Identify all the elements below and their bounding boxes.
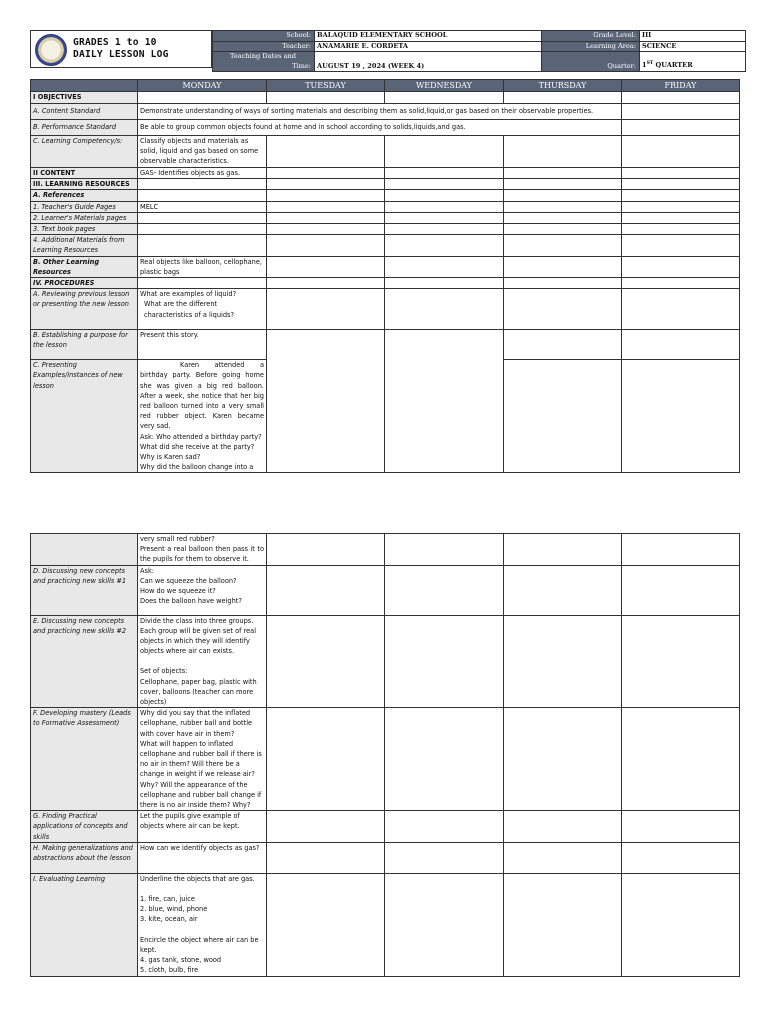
- cell: [385, 256, 504, 277]
- practical-applications-label: G. Finding Practical applications of concepts and skills: [31, 811, 138, 843]
- textbook-pages-label: 3. Text book pages: [31, 224, 138, 235]
- cell: [385, 708, 504, 811]
- cell: [267, 179, 385, 190]
- cell: [385, 190, 504, 201]
- cell: [504, 212, 622, 223]
- cell: [138, 212, 267, 223]
- cell: [504, 534, 622, 566]
- discussing-concepts-1-label: D. Discussing new concepts and practicing new skills #1: [31, 565, 138, 615]
- evaluation-line: 4. gas tank, stone, wood: [140, 956, 222, 965]
- cell: [504, 190, 622, 201]
- cell: [385, 212, 504, 223]
- additional-materials-label: 4. Additional Materials from Learning Resources: [31, 235, 138, 256]
- discussing-concepts-2-label: E. Discussing new concepts and practicing new skills #2: [31, 615, 138, 708]
- title-line-2: DAILY LESSON LOG: [73, 49, 169, 60]
- lesson-log-table-page-2: [30, 533, 740, 977]
- cell: [385, 278, 504, 289]
- cell: [385, 179, 504, 190]
- discussion-line: Can we squeeze the balloon?: [140, 576, 237, 585]
- cell: [267, 212, 385, 223]
- evaluation-line: 5. cloth, bulb, fire: [140, 966, 199, 975]
- grade-level-label: Grade Level:: [542, 31, 640, 42]
- performance-standard-label: B. Performance Standard: [31, 120, 138, 136]
- teacher-value: ANAMARIE E. CORDETA: [315, 41, 542, 52]
- story-question: What did she receive at the party?: [140, 442, 255, 451]
- cell: [622, 136, 740, 168]
- cell: [622, 360, 740, 473]
- cell: [622, 534, 740, 566]
- story-question: Why is Karen sad?: [140, 453, 201, 462]
- cell: [504, 330, 622, 360]
- teacher-label: Teacher:: [213, 41, 315, 52]
- cell: [622, 615, 740, 708]
- cell: [622, 278, 740, 289]
- continued-text: [138, 534, 267, 566]
- cell: [138, 179, 267, 190]
- activity-line: Cellophane, paper bag, plastic with cover, balloons (teacher can more objects): [140, 677, 257, 707]
- cell: [385, 330, 504, 473]
- story-question: Ask: Who attended a birthday party?: [140, 432, 262, 441]
- cell: [138, 235, 267, 256]
- teachers-guide-label: 1. Teacher's Guide Pages: [31, 201, 138, 212]
- evaluation-line: Underline the objects that are gas.: [140, 874, 255, 883]
- evaluation-line: 3. kite, ocean, air: [140, 915, 198, 924]
- developing-mastery-label: F. Developing mastery (Leads to Formative Assessment): [31, 708, 138, 811]
- learners-materials-label: 2. Learner's Materials pages: [31, 212, 138, 223]
- mastery-line: What will happen to inflated cellophane and rubber ball if there is no air in them? Will there be a change in weight if we release air? Why? Will the appearance of the cellophane and rubber ball change if there is no air inside them? Why?: [140, 739, 262, 810]
- discussing-concepts-2-text: [138, 615, 267, 708]
- content-standard-label: A. Content Standard: [31, 104, 138, 120]
- cell: [267, 534, 385, 566]
- performance-standard-text: Be able to group common objects found at home and in school according to solids,liquids,and gas.: [138, 120, 622, 136]
- cell: [267, 289, 385, 330]
- cell: [385, 289, 504, 330]
- activity-line: Set of objects:: [140, 667, 188, 676]
- content-label: II CONTENT: [31, 168, 138, 179]
- other-resources-label: B. Other Learning Resources: [31, 256, 138, 277]
- day-header-friday: FRIDAY: [622, 80, 740, 92]
- cell: [267, 190, 385, 201]
- cell: [385, 224, 504, 235]
- review-line: What are the different characteristics of a liquids?: [144, 300, 234, 319]
- cell: [138, 224, 267, 235]
- other-resources-text: Real objects like balloon, cellophane, plastic bags: [138, 256, 267, 277]
- cell: [622, 256, 740, 277]
- quarter-label: [542, 52, 640, 72]
- quarter-label-text: Quarter:: [607, 61, 636, 70]
- discussing-concepts-1-text: [138, 565, 267, 615]
- practical-applications-text: Let the pupils give example of objects where air can be kept.: [138, 811, 267, 843]
- cell: [504, 168, 622, 179]
- cell: [504, 289, 622, 330]
- spacer: [140, 884, 264, 894]
- day-header-thursday: THURSDAY: [504, 80, 622, 92]
- title-line-1: GRADES 1 to 10: [73, 37, 157, 48]
- evaluating-learning-label: I. Evaluating Learning: [31, 873, 138, 976]
- cell: [385, 201, 504, 212]
- activity-line: Divide the class into three groups. Each group will be given set of real objects in which they will identify objects where air can exists.: [140, 616, 257, 656]
- cell: [138, 278, 267, 289]
- cell: [138, 190, 267, 201]
- cell: [622, 708, 740, 811]
- cell: [622, 190, 740, 201]
- teaching-dates-text: AUGUST 19 , 2024 (WEEK 4): [317, 61, 425, 70]
- cell: [267, 708, 385, 811]
- cell: [622, 235, 740, 256]
- content-text: GAS- Identifies objects as gas.: [138, 168, 267, 179]
- grade-level-value: III: [640, 31, 746, 42]
- cell: [385, 873, 504, 976]
- cell: [504, 224, 622, 235]
- cell: [504, 708, 622, 811]
- school-value: BALAQUID ELEMENTARY SCHOOL: [315, 31, 542, 42]
- cell: [267, 811, 385, 843]
- cell: [385, 615, 504, 708]
- cell: [267, 224, 385, 235]
- spacer: [140, 656, 264, 666]
- cell: [385, 842, 504, 873]
- cell: [267, 168, 385, 179]
- cell: [622, 212, 740, 223]
- cell: [504, 360, 622, 473]
- story-paragraph: Karen attended a birthday party. Before going home she was given a big red balloon. After a week, she notice that her big red balloon turned into a very small red rubber object. Karen became very sad.: [140, 361, 264, 431]
- establishing-purpose-label: B. Establishing a purpose for the lesson: [31, 330, 138, 360]
- cell: [267, 873, 385, 976]
- cell: [504, 136, 622, 168]
- cell: [622, 873, 740, 976]
- mastery-line: Why did you say that the inflated cellophane, rubber ball and bottle with cover have air in them?: [140, 709, 253, 738]
- cell: [267, 615, 385, 708]
- cell: [267, 256, 385, 277]
- corner-cell: [31, 80, 138, 92]
- cell: [385, 92, 504, 104]
- discussion-line: How do we squeeze it?: [140, 587, 216, 596]
- review-line: What are examples of liquid?: [140, 290, 237, 299]
- cell: [622, 120, 740, 136]
- quarter-word: QUARTER: [653, 61, 693, 70]
- continued-line: Present a real balloon then pass it to the pupils for them to observe it.: [140, 545, 264, 564]
- evaluation-line: 1. fire, can, juice: [140, 895, 195, 904]
- evaluating-learning-text: [138, 873, 267, 976]
- cell: [504, 842, 622, 873]
- cell: [267, 278, 385, 289]
- lesson-log-table-page-1: [30, 79, 740, 473]
- teaching-dates-label: [213, 52, 315, 72]
- learning-resources-label: III. LEARNING RESOURCES: [31, 179, 138, 190]
- cell: [622, 92, 740, 104]
- presenting-examples-label: C. Presenting Examples/instances of new lesson: [31, 360, 138, 473]
- references-label: A. References: [31, 190, 138, 201]
- cell: [504, 565, 622, 615]
- generalizations-label: H. Making generalizations and abstractions about the lesson: [31, 842, 138, 873]
- learning-competency-label: C. Learning Competency/s:: [31, 136, 138, 168]
- cell: [385, 136, 504, 168]
- cell: [267, 330, 385, 473]
- cell: [385, 235, 504, 256]
- day-header-tuesday: TUESDAY: [267, 80, 385, 92]
- cell: [622, 201, 740, 212]
- establishing-purpose-text: Present this story.: [138, 330, 267, 360]
- evaluation-line: 2. blue, wind, phone: [140, 905, 208, 914]
- quarter-number: 1: [642, 61, 647, 70]
- continued-label: [31, 534, 138, 566]
- cell: [622, 842, 740, 873]
- cell: [267, 201, 385, 212]
- teaching-dates-value: [315, 52, 542, 72]
- cell: [267, 565, 385, 615]
- cell: [622, 811, 740, 843]
- continued-line: very small red rubber?: [140, 535, 215, 543]
- teaching-dates-label-line-2: Time:: [292, 61, 311, 70]
- presenting-examples-text: [138, 360, 267, 473]
- discussion-line: Ask:: [140, 566, 154, 575]
- cell: [385, 565, 504, 615]
- discussion-line: Does the balloon have weight?: [140, 597, 242, 606]
- cell: [504, 278, 622, 289]
- cell: [504, 179, 622, 190]
- day-header-wednesday: WEDNESDAY: [385, 80, 504, 92]
- cell: [504, 235, 622, 256]
- reviewing-lesson-text: [138, 289, 267, 330]
- teaching-dates-label-line-1: Teaching Dates and: [230, 52, 296, 60]
- cell: [504, 811, 622, 843]
- cell: [504, 873, 622, 976]
- story-question: Why did the balloon change into a: [140, 463, 254, 472]
- learning-area-label: Learning Area:: [542, 41, 640, 52]
- teachers-guide-text: MELC: [138, 201, 267, 212]
- cell: [385, 534, 504, 566]
- cell: [622, 168, 740, 179]
- content-standard-text: Demonstrate understanding of ways of sorting materials and describing them as solid,liquid,or gas based on their observable properties.: [138, 104, 622, 120]
- developing-mastery-text: [138, 708, 267, 811]
- evaluation-line: Encircle the object where air can be kept.: [140, 935, 259, 954]
- cell: [622, 104, 740, 120]
- reviewing-lesson-label: A. Reviewing previous lesson or presenting the new lesson: [31, 289, 138, 330]
- generalizations-text: How can we identify objects as gas?: [138, 842, 267, 873]
- cell: [622, 330, 740, 360]
- cell: [504, 615, 622, 708]
- cell: [267, 136, 385, 168]
- objectives-label: I OBJECTIVES: [31, 92, 138, 104]
- cell: [504, 256, 622, 277]
- cell: [267, 842, 385, 873]
- header-title-box: [30, 30, 212, 68]
- cell: [504, 201, 622, 212]
- deped-seal-icon: [35, 34, 67, 66]
- header-info-table: [212, 30, 746, 72]
- cell: [138, 92, 267, 104]
- cell: [385, 168, 504, 179]
- procedures-label: IV. PROCEDURES: [31, 278, 138, 289]
- learning-competency-text: Classify objects and materials as solid, liquid and gas based on some observable characteristics.: [138, 136, 267, 168]
- cell: [622, 289, 740, 330]
- cell: [504, 92, 622, 104]
- cell: [267, 235, 385, 256]
- cell: [267, 92, 385, 104]
- school-label: School:: [213, 31, 315, 42]
- cell: [385, 811, 504, 843]
- cell: [622, 179, 740, 190]
- spacer: [140, 925, 264, 935]
- day-header-monday: MONDAY: [138, 80, 267, 92]
- quarter-suffix: ST: [646, 61, 654, 67]
- cell: [622, 224, 740, 235]
- cell: [622, 565, 740, 615]
- learning-area-value: SCIENCE: [640, 41, 746, 52]
- quarter-value: [640, 52, 746, 72]
